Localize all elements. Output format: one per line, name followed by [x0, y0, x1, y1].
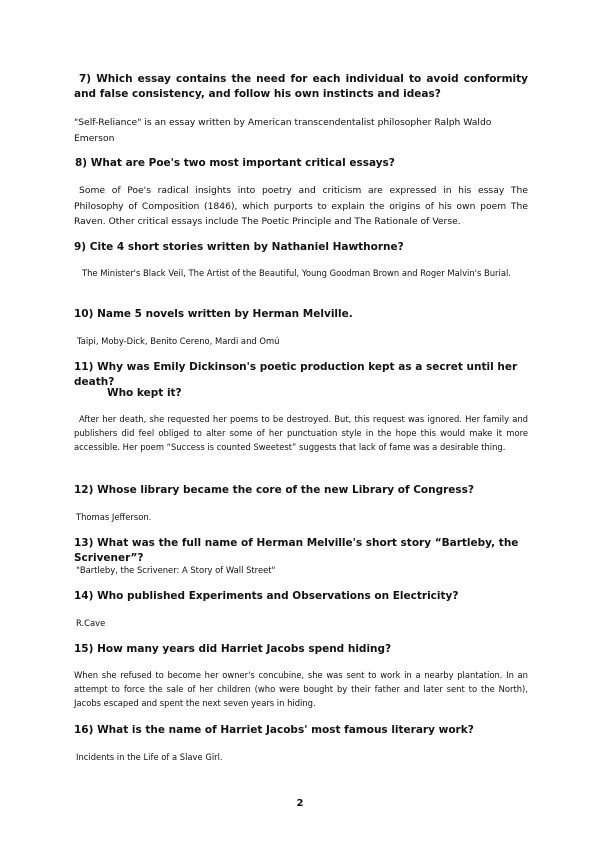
question-11: 11) Why was Emily Dickinson's poetic production kept as a secret until her death?	[74, 361, 518, 388]
question-14: 14) Who published Experiments and Observations on Electricity?	[74, 590, 459, 602]
page-number: 2	[296, 798, 304, 809]
answer-9: The Minister's Black Veil, The Artist of the Beautiful, Young Goodman Brown and Roger Malvin's Burial.	[82, 268, 511, 278]
answer-14: R.Cave	[76, 618, 106, 628]
answer-13: "Bartleby, the Scrivener: A Story of Wall Street"	[76, 565, 276, 575]
answer-15: When she refused to become her owner's concubine, she was sent to work in a nearby plantation. In an attempt to force the sale of her children (who were bought by their father and later sent to the North), Jacobs escaped and spent the next seven years in hiding.	[74, 670, 528, 708]
question-9: 9) Cite 4 short stories written by Nathaniel Hawthorne?	[74, 241, 404, 253]
answer-16: Incidents in the Life of a Slave Girl.	[76, 752, 223, 762]
question-12: 12) Whose library became the core of the new Library of Congress?	[74, 484, 474, 496]
answer-10: Taipi, Moby-Dick, Benito Cereno, Mardi and Omú	[77, 336, 280, 346]
question-13: 13) What was the full name of Herman Melville's short story “Bartleby, the Scrivener”?	[74, 537, 519, 564]
question-8: 8) What are Poe's two most important critical essays?	[75, 157, 395, 169]
answer-12: Thomas Jefferson.	[76, 512, 152, 522]
question-15: 15) How many years did Harriet Jacobs spend hiding?	[74, 643, 392, 655]
answer-7: "Self-Reliance" is an essay written by American transcendentalist philosopher Ralph Waldo Emerson	[74, 117, 492, 144]
answer-8: Some of Poe's radical insights into poetry and criticism are expressed in his essay The Philosophy of Composition (1846), which purports to explain the origins of his own poem The Raven. Other critical essays include The Poetic Principle and The Rationale of Verse.	[74, 185, 528, 227]
question-10: 10) Name 5 novels written by Herman Melville.	[74, 308, 353, 320]
answer-11: After her death, she requested her poems to be destroyed. But, this request was ignored. Her family and publishers did feel obliged to alter some of her punctuation style in the hope this would make it more accessible. Her poem “Success is counted Sweetest” suggests that lack of fame was a desirable thing.	[74, 414, 528, 452]
question-16: 16) What is the name of Harriet Jacobs' most famous literary work?	[74, 724, 474, 736]
question-7: 7) Which essay contains the need for each individual to avoid conformity and false consistency, and follow his own instincts and ideas?	[74, 73, 528, 100]
question-11-line-2: Who kept it?	[107, 387, 182, 399]
